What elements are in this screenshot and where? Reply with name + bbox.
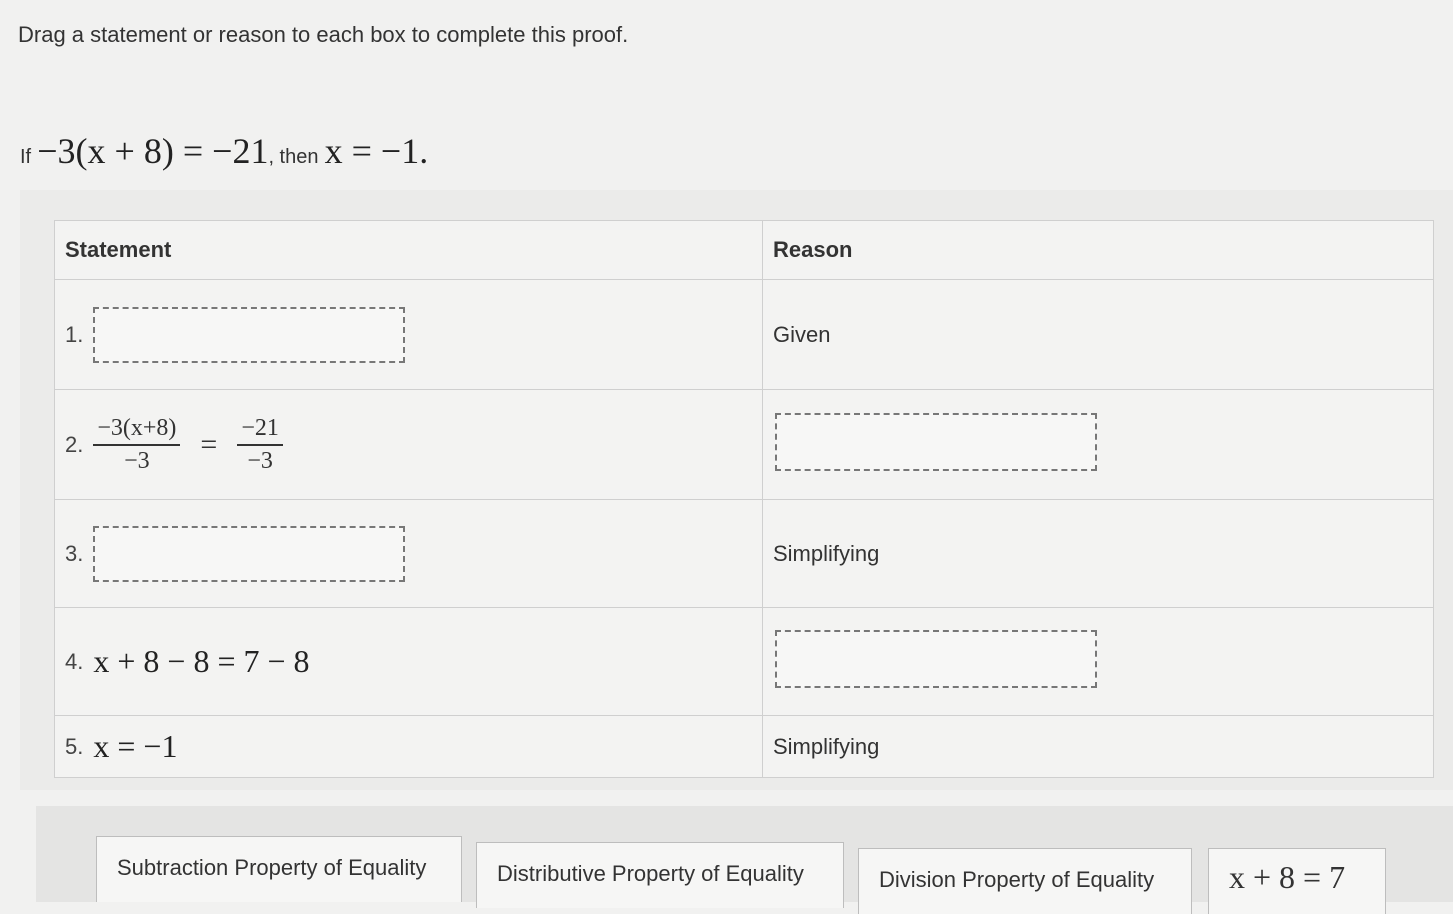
statement-cell-1 [55,280,763,390]
reason-cell-4 [763,608,1434,716]
problem-period: . [419,131,429,171]
proof-row-4 [55,608,1434,716]
reason-header: Reason [763,221,1434,280]
proof-table [54,220,1434,778]
choice-equation-x-plus-8[interactable] [1208,848,1386,914]
statement-cell-3 [55,500,763,608]
lhs-numerator: −3(x+8) [93,415,180,445]
step-number-4: 4. [65,648,84,674]
problem-if: If [20,146,32,168]
choice-subtraction-property[interactable]: Subtraction Property of Equality [96,836,462,902]
problem-conclusion-equation: x = −1 [324,131,420,171]
rhs-denominator: −3 [247,447,273,474]
proof-row-1 [55,280,1434,390]
rhs-numerator: −21 [237,415,283,445]
reason-cell-2 [763,390,1434,500]
step-number-5: 5. [65,733,84,759]
reason-cell-1: Given [763,280,1434,390]
proof-header-row [55,221,1434,280]
reason-drop-box-2[interactable] [775,413,1097,471]
lhs-denominator: −3 [124,447,150,474]
problem-given-equation: −3(x + 8) = −21 [37,131,269,171]
instruction-text: Drag a statement or reason to each box to complete this proof. [18,22,629,47]
statement-cell-2 [55,390,763,500]
proof-row-5 [55,716,1434,778]
reason-drop-box-4[interactable] [775,630,1097,688]
statement-cell-5 [55,716,763,778]
equals-sign: = [200,427,218,461]
lhs-fraction [93,415,180,474]
choice-distributive-property[interactable]: Distributive Property of Equality [476,842,844,908]
statement-drop-box-1[interactable] [93,307,405,363]
statement-header: Statement [55,221,763,280]
proof-row-3 [55,500,1434,608]
step-number-2: 2. [65,431,84,457]
reason-cell-5: Simplifying [763,716,1434,778]
statement-drop-box-3[interactable] [93,526,405,582]
step-number-3: 3. [65,540,84,566]
step-number-1: 1. [65,321,84,347]
problem-statement [20,130,428,172]
problem-then: , then [268,146,319,168]
statement-cell-4 [55,608,763,716]
choice-division-property[interactable]: Division Property of Equality [858,848,1192,914]
statement-5-equation: x = −1 [93,728,178,764]
statement-4-equation: x + 8 − 8 = 7 − 8 [93,643,310,679]
choice-equation-text: x + 8 = 7 [1229,859,1346,895]
proof-row-2 [55,390,1434,500]
rhs-fraction [237,415,283,474]
reason-cell-3: Simplifying [763,500,1434,608]
